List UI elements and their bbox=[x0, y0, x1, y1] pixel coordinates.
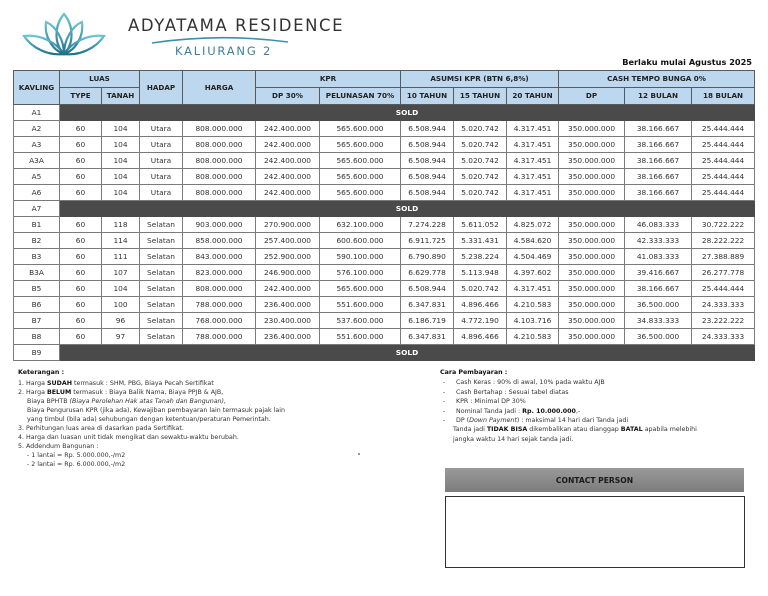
cell-harga: 788.000.000 bbox=[183, 329, 256, 345]
cell-t20: 4.317.451 bbox=[507, 153, 559, 169]
payment-text: Nominal Tanda Jadi : bbox=[456, 407, 523, 415]
cell-dp: 350.000.000 bbox=[559, 121, 625, 137]
cell-t20: 4.317.451 bbox=[507, 121, 559, 137]
cell-t20: 4.584.620 bbox=[507, 233, 559, 249]
contact-person-label: CONTACT PERSON bbox=[555, 475, 634, 485]
cell-tanah: 104 bbox=[102, 185, 140, 201]
cell-hadap: Selatan bbox=[140, 217, 183, 233]
header-dp: DP bbox=[559, 88, 625, 105]
note-text: 1. Harga bbox=[18, 380, 47, 387]
cell-t15: 4.896.466 bbox=[454, 329, 507, 345]
cell-type: 60 bbox=[60, 137, 102, 153]
cell-dp: 350.000.000 bbox=[559, 329, 625, 345]
cell-b18: 26.277.778 bbox=[692, 265, 755, 281]
sold-banner: SOLD bbox=[60, 345, 755, 361]
table-row bbox=[14, 313, 755, 329]
payment-item-5-line-2 bbox=[440, 425, 760, 434]
cell-dp: 350.000.000 bbox=[559, 265, 625, 281]
cell-kavling: B6 bbox=[14, 297, 60, 313]
cell-dp30: 252.900.000 bbox=[256, 249, 320, 265]
cell-kavling: A3A bbox=[14, 153, 60, 169]
payment-text: KPR : Minimal DP 30% bbox=[456, 398, 526, 406]
table-row bbox=[14, 121, 755, 137]
payment-italic: Down Payment bbox=[469, 417, 517, 425]
header-hadap: HADAP bbox=[140, 71, 183, 105]
cell-kavling: A3 bbox=[14, 137, 60, 153]
cell-harga: 808.000.000 bbox=[183, 137, 256, 153]
cell-t10: 6.508.944 bbox=[401, 169, 454, 185]
sold-banner: SOLD bbox=[60, 105, 755, 121]
payment-item-2 bbox=[440, 388, 760, 397]
brand-subtitle: KALIURANG 2 bbox=[175, 44, 273, 58]
payment-text: ) : maksimal 14 hari dari Tanda jadi bbox=[516, 417, 629, 425]
cell-pel70: 537.600.000 bbox=[320, 313, 401, 329]
cell-t10: 6.790.890 bbox=[401, 249, 454, 265]
cell-tanah: 104 bbox=[102, 153, 140, 169]
cell-dp30: 242.400.000 bbox=[256, 153, 320, 169]
cell-t20: 4.317.451 bbox=[507, 137, 559, 153]
cell-kavling: B3A bbox=[14, 265, 60, 281]
cell-b12: 34.833.333 bbox=[625, 313, 692, 329]
cell-kavling: A5 bbox=[14, 169, 60, 185]
cell-t15: 5.020.742 bbox=[454, 121, 507, 137]
header-kpr: KPR bbox=[256, 71, 401, 88]
header-dp30: DP 30% bbox=[256, 88, 320, 105]
table-row bbox=[14, 249, 755, 265]
cell-tanah: 104 bbox=[102, 281, 140, 297]
cell-t15: 5.238.224 bbox=[454, 249, 507, 265]
cell-dp: 350.000.000 bbox=[559, 153, 625, 169]
table-header-row-2 bbox=[14, 88, 755, 105]
cell-t20: 4.317.451 bbox=[507, 185, 559, 201]
cell-dp30: 242.400.000 bbox=[256, 169, 320, 185]
contact-person-box bbox=[445, 496, 745, 568]
table-header-row-1 bbox=[14, 71, 755, 88]
note-text: termasuk : Biaya Balik Nama, Biaya PPJB & AJB, bbox=[71, 389, 224, 396]
table-row bbox=[14, 153, 755, 169]
cell-dp: 350.000.000 bbox=[559, 281, 625, 297]
cell-b18: 25.444.444 bbox=[692, 121, 755, 137]
table-row bbox=[14, 169, 755, 185]
header-12-bulan: 12 BULAN bbox=[625, 88, 692, 105]
cell-dp30: 246.900.000 bbox=[256, 265, 320, 281]
header-tanah: TANAH bbox=[102, 88, 140, 105]
cell-pel70: 600.600.000 bbox=[320, 233, 401, 249]
cell-pel70: 565.600.000 bbox=[320, 121, 401, 137]
bullet-dash: - bbox=[443, 379, 446, 387]
payment-bold: BATAL bbox=[620, 426, 643, 434]
payment-text: Cash Bertahap : Sesuai tabel diatas bbox=[456, 388, 569, 396]
cell-kavling: B8 bbox=[14, 329, 60, 345]
cell-t20: 4.504.469 bbox=[507, 249, 559, 265]
cell-harga: 858.000.000 bbox=[183, 233, 256, 249]
cell-t20: 4.397.602 bbox=[507, 265, 559, 281]
header-pelunasan70: PELUNASAN 70% bbox=[320, 88, 401, 105]
payment-title: Cara Pembayaran : bbox=[440, 369, 508, 376]
cell-t10: 6.347.831 bbox=[401, 329, 454, 345]
note-5: 5. Addendum Bangunan : bbox=[18, 443, 99, 450]
table-row bbox=[14, 137, 755, 153]
cell-tanah: 96 bbox=[102, 313, 140, 329]
table-row bbox=[14, 185, 755, 201]
price-table bbox=[13, 70, 755, 361]
cell-harga: 808.000.000 bbox=[183, 153, 256, 169]
cell-t10: 6.508.944 bbox=[401, 185, 454, 201]
cell-pel70: 576.100.000 bbox=[320, 265, 401, 281]
cell-hadap: Selatan bbox=[140, 329, 183, 345]
cell-t10: 6.911.725 bbox=[401, 233, 454, 249]
cell-b12: 46.083.333 bbox=[625, 217, 692, 233]
table-row bbox=[14, 217, 755, 233]
cell-t15: 5.113.948 bbox=[454, 265, 507, 281]
cell-dp30: 257.400.000 bbox=[256, 233, 320, 249]
cell-dp: 350.000.000 bbox=[559, 169, 625, 185]
cell-tanah: 104 bbox=[102, 169, 140, 185]
note-3: 3. Perhitungan luas area di dasarkan pada Sertifikat. bbox=[18, 425, 184, 432]
payment-item-4 bbox=[440, 407, 760, 416]
cell-tanah: 104 bbox=[102, 137, 140, 153]
header-cash-tempo: CASH TEMPO BUNGA 0% bbox=[559, 71, 755, 88]
note-text: termasuk : SHM, PBG, Biaya Pecah Sertifikat bbox=[71, 380, 214, 387]
cell-harga: 808.000.000 bbox=[183, 281, 256, 297]
cell-hadap: Selatan bbox=[140, 265, 183, 281]
cell-type: 60 bbox=[60, 281, 102, 297]
cell-b18: 25.444.444 bbox=[692, 169, 755, 185]
table-row bbox=[14, 281, 755, 297]
cell-b12: 38.166.667 bbox=[625, 137, 692, 153]
cell-dp30: 242.400.000 bbox=[256, 137, 320, 153]
cell-b18: 30.722.222 bbox=[692, 217, 755, 233]
cell-kavling: A6 bbox=[14, 185, 60, 201]
cell-harga: 768.000.000 bbox=[183, 313, 256, 329]
cell-dp30: 242.400.000 bbox=[256, 185, 320, 201]
cell-dp30: 236.400.000 bbox=[256, 297, 320, 313]
cell-t20: 4.210.583 bbox=[507, 297, 559, 313]
cell-t10: 6.508.944 bbox=[401, 121, 454, 137]
cell-dp: 350.000.000 bbox=[559, 313, 625, 329]
note-text: Biaya BPHTB bbox=[27, 398, 70, 405]
cell-dp: 350.000.000 bbox=[559, 233, 625, 249]
cell-tanah: 104 bbox=[102, 121, 140, 137]
cell-b12: 42.333.333 bbox=[625, 233, 692, 249]
cell-harga: 823.000.000 bbox=[183, 265, 256, 281]
cell-t10: 6.508.944 bbox=[401, 153, 454, 169]
payment-item-1 bbox=[440, 378, 760, 387]
note-bold: BELUM bbox=[46, 389, 72, 396]
table-row bbox=[14, 297, 755, 313]
header-harga: HARGA bbox=[183, 71, 256, 105]
cell-b12: 38.166.667 bbox=[625, 121, 692, 137]
cell-t20: 4.103.716 bbox=[507, 313, 559, 329]
cell-t10: 6.508.944 bbox=[401, 137, 454, 153]
cell-kavling: B9 bbox=[14, 345, 60, 361]
cell-b12: 38.166.667 bbox=[625, 153, 692, 169]
cell-type: 60 bbox=[60, 121, 102, 137]
cell-dp30: 230.400.000 bbox=[256, 313, 320, 329]
cell-pel70: 565.600.000 bbox=[320, 169, 401, 185]
cell-t15: 4.896.466 bbox=[454, 297, 507, 313]
cell-b18: 25.444.444 bbox=[692, 153, 755, 169]
cell-t20: 4.825.072 bbox=[507, 217, 559, 233]
payment-bold: Rp. 10.000.000 bbox=[522, 407, 576, 415]
cell-dp: 350.000.000 bbox=[559, 249, 625, 265]
cell-hadap: Utara bbox=[140, 153, 183, 169]
valid-from-label: Berlaku mulai Agustus 2025 bbox=[622, 57, 752, 67]
cell-hadap: Selatan bbox=[140, 313, 183, 329]
cell-dp: 350.000.000 bbox=[559, 137, 625, 153]
cell-t20: 4.210.583 bbox=[507, 329, 559, 345]
cell-dp: 350.000.000 bbox=[559, 217, 625, 233]
cell-t10: 6.186.719 bbox=[401, 313, 454, 329]
cell-b12: 38.166.667 bbox=[625, 281, 692, 297]
header-kavling: KAVLING bbox=[14, 71, 60, 105]
note-italic: (Biaya Perolehan Hak atas Tanah dan Bangunan), bbox=[69, 398, 226, 405]
cell-pel70: 551.600.000 bbox=[320, 329, 401, 345]
cell-kavling: B2 bbox=[14, 233, 60, 249]
notes-section bbox=[18, 368, 378, 469]
cell-pel70: 632.100.000 bbox=[320, 217, 401, 233]
cell-type: 60 bbox=[60, 297, 102, 313]
bullet-dash: - bbox=[443, 398, 446, 406]
cell-type: 60 bbox=[60, 329, 102, 345]
cell-b12: 38.166.667 bbox=[625, 169, 692, 185]
cell-type: 60 bbox=[60, 249, 102, 265]
cell-kavling: B5 bbox=[14, 281, 60, 297]
cell-kavling: B3 bbox=[14, 249, 60, 265]
cell-b18: 24.333.333 bbox=[692, 297, 755, 313]
cell-harga: 808.000.000 bbox=[183, 169, 256, 185]
cell-b12: 36.500.000 bbox=[625, 297, 692, 313]
cell-hadap: Utara bbox=[140, 169, 183, 185]
cell-tanah: 97 bbox=[102, 329, 140, 345]
note-2-line-4: yang timbul (bila ada) sehubungan dengan ketentuan/peraturan Pemerintah. bbox=[27, 416, 271, 423]
header bbox=[0, 0, 768, 62]
cell-tanah: 111 bbox=[102, 249, 140, 265]
note-2-line-2 bbox=[18, 397, 378, 406]
payment-item-5-line-3: jangka waktu 14 hari sejak tanda jadi. bbox=[453, 435, 574, 443]
cell-b18: 25.444.444 bbox=[692, 185, 755, 201]
cell-hadap: Selatan bbox=[140, 249, 183, 265]
header-10-tahun: 10 TAHUN bbox=[401, 88, 454, 105]
cell-b18: 25.444.444 bbox=[692, 281, 755, 297]
cell-b18: 28.222.222 bbox=[692, 233, 755, 249]
table-row-sold bbox=[14, 345, 755, 361]
cell-tanah: 118 bbox=[102, 217, 140, 233]
bullet-dash: - bbox=[443, 407, 446, 415]
stray-dot bbox=[358, 453, 360, 455]
cell-t10: 7.274.228 bbox=[401, 217, 454, 233]
payment-item-3 bbox=[440, 397, 760, 406]
bullet-dash: - bbox=[443, 388, 446, 396]
payment-item-5 bbox=[440, 416, 760, 425]
cell-t15: 5.020.742 bbox=[454, 153, 507, 169]
note-2 bbox=[18, 388, 378, 397]
bullet-dash: - bbox=[443, 417, 446, 425]
cell-hadap: Utara bbox=[140, 121, 183, 137]
brand-title: ADYATAMA RESIDENCE bbox=[128, 16, 345, 35]
cell-t15: 5.611.052 bbox=[454, 217, 507, 233]
table-row bbox=[14, 329, 755, 345]
cell-tanah: 107 bbox=[102, 265, 140, 281]
cell-t15: 5.020.742 bbox=[454, 281, 507, 297]
cell-pel70: 565.600.000 bbox=[320, 185, 401, 201]
cell-b12: 39.416.667 bbox=[625, 265, 692, 281]
cell-dp: 350.000.000 bbox=[559, 185, 625, 201]
note-bold: SUDAH bbox=[46, 380, 72, 387]
note-2-line-3: Biaya Pengurusan KPR (jika ada), Kewajiban pembayaran lain termasuk pajak lain bbox=[27, 407, 285, 414]
cell-tanah: 100 bbox=[102, 297, 140, 313]
cell-harga: 843.000.000 bbox=[183, 249, 256, 265]
cell-t20: 4.317.451 bbox=[507, 169, 559, 185]
table-row bbox=[14, 265, 755, 281]
cell-b12: 41.083.333 bbox=[625, 249, 692, 265]
cell-t15: 5.020.742 bbox=[454, 169, 507, 185]
contact-person-header bbox=[445, 468, 744, 492]
cell-b18: 24.333.333 bbox=[692, 329, 755, 345]
cell-kavling: A7 bbox=[14, 201, 60, 217]
cell-b18: 23.222.222 bbox=[692, 313, 755, 329]
cell-hadap: Utara bbox=[140, 185, 183, 201]
cell-dp30: 242.400.000 bbox=[256, 121, 320, 137]
cell-type: 60 bbox=[60, 265, 102, 281]
notes-title: Keterangan : bbox=[18, 369, 65, 376]
payment-text: ,- bbox=[575, 407, 581, 415]
brand-swoosh-decoration bbox=[150, 36, 290, 44]
cell-type: 60 bbox=[60, 169, 102, 185]
table-row-sold bbox=[14, 201, 755, 217]
table-body bbox=[14, 105, 755, 361]
cell-harga: 808.000.000 bbox=[183, 121, 256, 137]
cell-t15: 4.772.190 bbox=[454, 313, 507, 329]
header-18-bulan: 18 BULAN bbox=[692, 88, 755, 105]
cell-hadap: Utara bbox=[140, 137, 183, 153]
cell-dp30: 242.400.000 bbox=[256, 281, 320, 297]
cell-dp: 350.000.000 bbox=[559, 297, 625, 313]
cell-t15: 5.020.742 bbox=[454, 137, 507, 153]
header-15-tahun: 15 TAHUN bbox=[454, 88, 507, 105]
cell-pel70: 565.600.000 bbox=[320, 153, 401, 169]
cell-dp30: 236.400.000 bbox=[256, 329, 320, 345]
cell-hadap: Selatan bbox=[140, 233, 183, 249]
cell-harga: 903.000.000 bbox=[183, 217, 256, 233]
header-asumsi-kpr: ASUMSI KPR (BTN 6,8%) bbox=[401, 71, 559, 88]
cell-hadap: Selatan bbox=[140, 281, 183, 297]
cell-type: 60 bbox=[60, 185, 102, 201]
cell-b18: 25.444.444 bbox=[692, 137, 755, 153]
cell-pel70: 565.600.000 bbox=[320, 281, 401, 297]
cell-harga: 788.000.000 bbox=[183, 297, 256, 313]
note-4: 4. Harga dan luasan unit tidak mengikat dan sewaktu-waktu berubah. bbox=[18, 434, 239, 441]
cell-type: 60 bbox=[60, 313, 102, 329]
cell-pel70: 565.600.000 bbox=[320, 137, 401, 153]
cell-t10: 6.347.831 bbox=[401, 297, 454, 313]
sold-banner: SOLD bbox=[60, 201, 755, 217]
payment-text: dikembalikan atau dianggap bbox=[527, 426, 621, 434]
note-5-b: - 2 lantai = Rp. 6.000.000,-/m2 bbox=[27, 461, 126, 468]
cell-t20: 4.317.451 bbox=[507, 281, 559, 297]
payment-text: Tanda jadi bbox=[453, 426, 487, 434]
cell-tanah: 114 bbox=[102, 233, 140, 249]
payment-text: DP ( bbox=[456, 417, 470, 425]
cell-type: 60 bbox=[60, 217, 102, 233]
note-5-a: - 1 lantai = Rp. 5.000.000,-/m2 bbox=[27, 452, 126, 459]
cell-type: 60 bbox=[60, 153, 102, 169]
cell-kavling: A2 bbox=[14, 121, 60, 137]
note-1 bbox=[18, 379, 378, 388]
cell-kavling: B7 bbox=[14, 313, 60, 329]
payment-text: Cash Keras : 90% di awal, 10% pada waktu AJB bbox=[456, 379, 605, 387]
cell-hadap: Selatan bbox=[140, 297, 183, 313]
cell-t15: 5.331.431 bbox=[454, 233, 507, 249]
header-type: TYPE bbox=[60, 88, 102, 105]
payment-text: apabila melebihi bbox=[642, 426, 697, 434]
table-row-sold bbox=[14, 105, 755, 121]
cell-kavling: B1 bbox=[14, 217, 60, 233]
header-20-tahun: 20 TAHUN bbox=[507, 88, 559, 105]
cell-pel70: 551.600.000 bbox=[320, 297, 401, 313]
cell-pel70: 590.100.000 bbox=[320, 249, 401, 265]
lotus-logo-icon bbox=[18, 10, 110, 58]
cell-harga: 808.000.000 bbox=[183, 185, 256, 201]
cell-t10: 6.508.944 bbox=[401, 281, 454, 297]
note-text: 2. Harga bbox=[18, 389, 47, 396]
header-luas: LUAS bbox=[60, 71, 140, 88]
payment-bold: TIDAK BISA bbox=[486, 426, 528, 434]
cell-b12: 36.500.000 bbox=[625, 329, 692, 345]
cell-kavling: A1 bbox=[14, 105, 60, 121]
payment-section bbox=[440, 368, 760, 444]
table-row bbox=[14, 233, 755, 249]
cell-b12: 38.166.667 bbox=[625, 185, 692, 201]
cell-dp30: 270.900.000 bbox=[256, 217, 320, 233]
cell-t15: 5.020.742 bbox=[454, 185, 507, 201]
cell-t10: 6.629.778 bbox=[401, 265, 454, 281]
cell-type: 60 bbox=[60, 233, 102, 249]
cell-b18: 27.388.889 bbox=[692, 249, 755, 265]
